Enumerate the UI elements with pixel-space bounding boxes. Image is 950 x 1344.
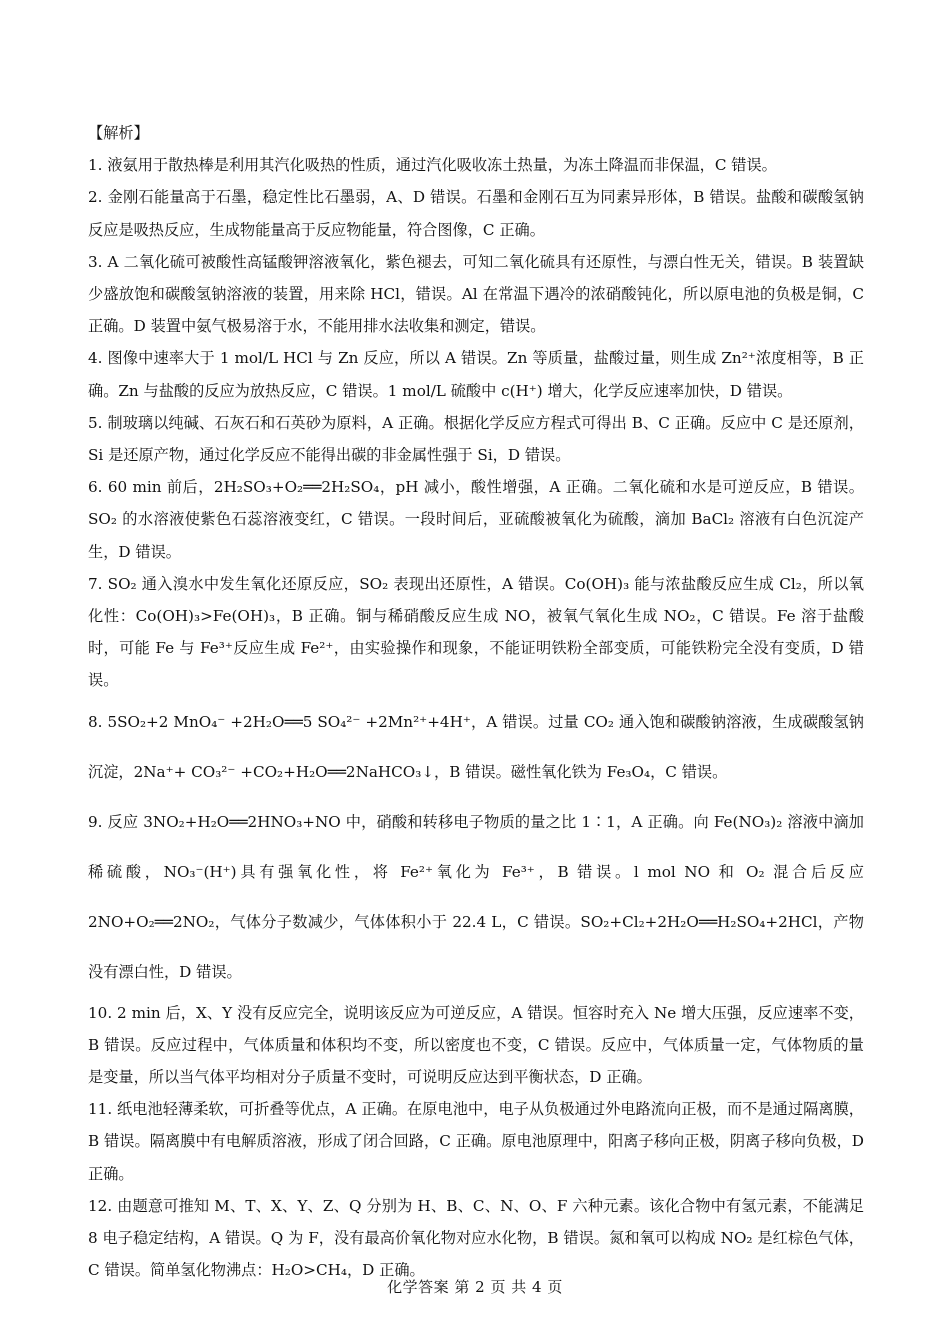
answer-item-11: 11. 纸电池轻薄柔软，可折叠等优点，A 正确。在原电池中，电子从负极通过外电路流向正极，而不是通过隔离膜，B 错误。隔离膜中有电解质溶液，形成了闭合回路，C 正确。原电池原理中，阳离子移向正极，阴离子移向负极，D 正确。 [88, 1100, 864, 1183]
answer-item-1: 1. 液氨用于散热棒是利用其汽化吸热的性质，通过汽化吸收冻土热量，为冻土降温而非保温，C 错误。 [88, 156, 777, 175]
analysis-heading: 【解析】 [88, 124, 149, 142]
page-footer: 化学答案 第 2 页 共 4 页 [387, 1278, 563, 1296]
answer-item-10: 10. 2 min 后，X、Y 没有反应完全，说明该反应为可逆反应，A 错误。恒容时充入 Ne 增大压强，反应速率不变，B 错误。反应过程中，气体质量和体积均不变，所以密度也不变，C 错误。反应中，气体质量一定，气体物质的量是变量，所以当气体平均相对分子质量不变时，可说明反应达到平衡状态，D 正确。 [88, 1003, 864, 1087]
answer-item-5: 5. 制玻璃以纯碱、石灰石和石英砂为原料，A 正确。根据化学反应方程式可得出 B、C 正确。反应中 C 是还原剂，Si 是还原产物，通过化学反应不能得出碳的非金属性强于 Si，D 错误。 [88, 413, 864, 465]
answer-item-8: 8. 5SO₂+2 MnO₄⁻ +2H₂O══5 SO₄²⁻ +2Mn²⁺+4H⁺，A 错误。过量 CO₂ 通入饱和碳酸钠溶液，生成碳酸氢钠沉淀，2Na⁺+ CO₃²⁻ +CO₂+H₂O══2NaHCO₃↓，B 错误。磁性氧化铁为 Fe₃O₄，C 错误。 [88, 712, 864, 781]
answer-item-3: 3. A 二氧化硫可被酸性高锰酸钾溶液氧化，紫色褪去，可知二氧化硫具有还原性，与漂白性无关，错误。B 装置缺少盛放饱和碳酸氢钠溶液的装置，用来除 HCl，错误。Al 在常温下遇冷的浓硝酸钝化，所以原电池的负极是铜，C 正确。D 装置中氨气极易溶于水，不能用排水法收集和测定，错误。 [88, 252, 864, 336]
answer-item-7: 7. SO₂ 通入溴水中发生氧化还原反应，SO₂ 表现出还原性，A 错误。Co(OH)₃ 能与浓盐酸反应生成 Cl₂，所以氧化性：Co(OH)₃>Fe(OH)₃，B 正确。铜与稀硝酸反应生成 NO，被氧气氧化生成 NO₂，C 错误。Fe 溶于盐酸时，可能 Fe 与 Fe³⁺反应生成 Fe²⁺，由实验操作和现象，不能证明铁粉全部变质，可能铁粉完全没有变质，D 错误。 [88, 574, 864, 690]
answer-item-2: 2. 金刚石能量高于石墨，稳定性比石墨弱，A、D 错误。石墨和金刚石互为同素异形体，B 错误。盐酸和碳酸氢钠反应是吸热反应，生成物能量高于反应物能量，符合图像，C 正确。 [88, 188, 864, 239]
answer-item-9: 9. 反应 3NO₂+H₂O══2HNO₃+NO 中，硝酸和转移电子物质的量之比 1∶1，A 正确。向 Fe(NO₃)₂ 溶液中滴加稀硫酸，NO₃⁻(H⁺)具有强氧化性，将 Fe²⁺氧化为 Fe³⁺，B 错误。l mol NO 和 O₂ 混合后反应 2NO+O₂══2NO₂，气体分子数减少，气体体积小于 22.4 L，C 错误。SO₂+Cl₂+2H₂O══H₂SO₄+2HCl，产物没有漂白性，D 错误。 [88, 812, 864, 981]
answer-item-4: 4. 图像中速率大于 1 mol/L HCl 与 Zn 反应，所以 A 错误。Zn 等质量，盐酸过量，则生成 Zn²⁺浓度相等，B 正确。Zn 与盐酸的反应为放热反应，C 错误。1 mol/L 硫酸中 c(H⁺) 增大，化学反应速率加快，D 错误。 [88, 349, 864, 400]
answer-item-12: 12. 由题意可推知 M、T、X、Y、Z、Q 分别为 H、B、C、N、O、F 六种元素。该化合物中有氢元素，不能满足 8 电子稳定结构，A 错误。Q 为 F，没有最高价氧化物对应水化物，B 错误。氮和氧可以构成 NO₂ 是红棕色气体，C 错误。简单氢化物沸点：H₂O>CH₄，D 正确。 [88, 1196, 864, 1280]
answer-item-6: 6. 60 min 前后，2H₂SO₃+O₂══2H₂SO₄，pH 减小，酸性增强，A 正确。二氧化硫和水是可逆反应，B 错误。SO₂ 的水溶液使紫色石蕊溶液变红，C 错误。一段时间后，亚硫酸被氧化为硫酸，滴加 BaCl₂ 溶液有白色沉淀产生，D 错误。 [88, 478, 864, 561]
analysis-content [88, 117, 864, 1286]
